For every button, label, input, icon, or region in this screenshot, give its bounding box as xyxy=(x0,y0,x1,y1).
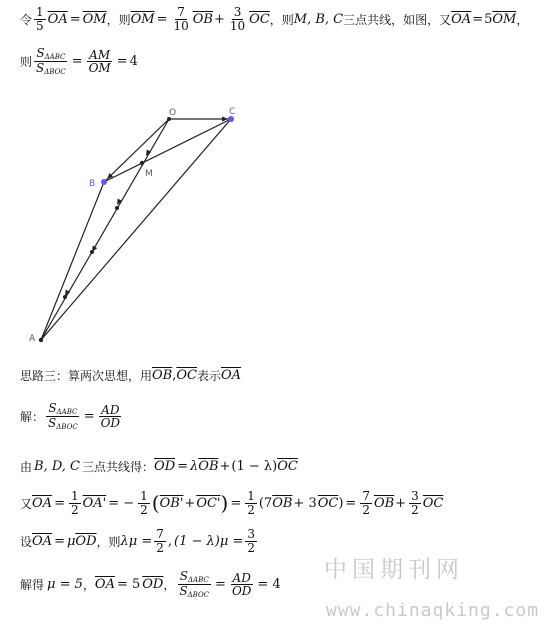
line-7 xyxy=(20,528,259,554)
vec-ob: $\overline{OB}$ xyxy=(192,11,213,27)
vec-om-3: $\overline{OM}$ xyxy=(492,11,517,27)
label-c: C xyxy=(229,107,236,117)
eq: = xyxy=(69,11,81,27)
line-3 xyxy=(20,367,241,384)
vec-od: $\overline{OD}$ xyxy=(142,577,164,593)
text-you: 由 xyxy=(20,460,33,474)
text-ze: 则 xyxy=(20,55,33,70)
vec-ob: $\overline{OB}$ xyxy=(152,368,173,383)
fraction-area-ratio: $\frac{S_{\Delta ABC}}{S_{\Delta BOC}}$ xyxy=(48,401,78,432)
fraction-am-om: $\frac{AM}{OM}$ xyxy=(88,47,111,76)
vec-oa: $\overline{OA}$ xyxy=(94,577,115,593)
vec-om-2: $\overline{OM}$ xyxy=(130,11,155,27)
text-she: 设 xyxy=(20,534,33,549)
vec-oa-2: $\overline{OA}$ xyxy=(451,11,472,27)
comma: ， xyxy=(516,12,529,27)
point-3 xyxy=(63,295,67,299)
eq-1: = xyxy=(54,495,65,511)
vec-oc-2: $\overline{OC}$ xyxy=(422,495,444,511)
eq-2: = − xyxy=(108,495,135,511)
plus-2: + xyxy=(395,495,407,511)
comma: , xyxy=(172,368,177,383)
figure-lines xyxy=(41,116,231,340)
fraction-1-5: $\frac{1}{5}$ xyxy=(36,5,44,33)
line-5 xyxy=(20,458,298,475)
vec-oa: $\overline{OA}$ xyxy=(47,11,68,27)
lambda: λ xyxy=(190,459,199,474)
text-biaoshi: 表示 xyxy=(196,369,221,383)
vec-ob: $\overline{OB}$ xyxy=(198,459,219,474)
plus-3: + 3 xyxy=(293,495,317,511)
text-you: 又 xyxy=(20,496,33,511)
line-4 xyxy=(20,402,124,432)
text-jie: 解： xyxy=(20,410,45,425)
vec-ob-2: $\overline{OB}$ xyxy=(373,495,395,511)
label-m: M xyxy=(145,169,153,179)
fraction-ad-od: $\frac{AD}{OD}$ xyxy=(231,570,252,599)
vec-oc-prime: OC' xyxy=(196,495,221,511)
value-4: 4 xyxy=(129,54,138,70)
text-ze: ，则 xyxy=(106,12,131,27)
segment-ac xyxy=(41,119,231,340)
line-6 xyxy=(20,490,443,516)
comma-2: ， xyxy=(163,578,176,593)
points-bdc: B, D, C xyxy=(34,459,81,474)
text-ze-2: ，则 xyxy=(269,12,294,27)
label-a: A xyxy=(29,334,36,344)
eq: = xyxy=(71,54,83,70)
lambda-mu: λμ = xyxy=(120,533,153,549)
fraction-1-2-c: $\frac{1}{2}$ xyxy=(247,489,255,517)
fraction-1-2-b: $\frac{1}{2}$ xyxy=(140,489,148,517)
one-minus-lambda-mu: (1 − λ)μ = xyxy=(174,533,244,549)
fraction-area-ratio: $\frac{S_{\Delta ABC}}{S_{\Delta BOC}}$ xyxy=(36,46,66,77)
text-ling: 令 xyxy=(20,12,33,27)
point-b xyxy=(101,179,107,185)
segment-bc xyxy=(104,119,231,182)
text-collinear: 三点共线得： xyxy=(82,460,155,474)
segment-ab xyxy=(41,182,104,340)
line-8 xyxy=(20,570,281,600)
lparen: ( xyxy=(151,491,160,516)
vec-oa-prime: OA' xyxy=(82,495,107,511)
eq-4: = 4 xyxy=(257,577,281,593)
fraction-3-10: $\frac{3}{10}$ xyxy=(229,5,246,33)
eq-2: = xyxy=(156,11,168,27)
vec-ob: $\overline{OB}$ xyxy=(272,495,293,511)
plus: + xyxy=(184,495,196,511)
vec-oa: $\overline{OA}$ xyxy=(32,533,53,549)
mu-eq-5: μ = 5 xyxy=(47,577,83,593)
vec-om: $\overline{OM}$ xyxy=(82,11,107,27)
eq-2: = xyxy=(215,577,226,593)
vec-ob-prime: OB' xyxy=(159,495,184,511)
plus: + xyxy=(213,11,225,27)
label-o: O xyxy=(169,108,177,118)
lparen-7: (7 xyxy=(258,495,273,511)
vec-od: $\overline{OD}$ xyxy=(154,459,176,474)
text-silu: 思路三：算两次思想，用 xyxy=(20,369,153,383)
vec-oa: $\overline{OA}$ xyxy=(221,368,242,383)
plus: + xyxy=(219,459,231,474)
eq-2: = xyxy=(116,54,128,70)
point-a xyxy=(39,338,43,342)
eq: = xyxy=(54,533,65,549)
one-minus-lambda: (1 − λ) xyxy=(231,459,278,474)
vec-oc: $\overline{OC}$ xyxy=(249,11,270,27)
five: 5 xyxy=(484,11,493,27)
point-m xyxy=(140,161,144,165)
vec-oa: $\overline{OA}$ xyxy=(32,495,53,511)
fraction-area-ratio: $\frac{S_{\Delta ABC}}{S_{\Delta BOC}}$ xyxy=(179,569,210,600)
eq-3: = xyxy=(472,11,484,27)
comma: ， xyxy=(82,578,95,593)
text-collinear: 三点共线，如图，又 xyxy=(343,12,452,27)
mu: μ xyxy=(66,533,76,549)
vec-oc: $\overline{OC}$ xyxy=(317,495,339,511)
text-jiede: 解得 xyxy=(20,578,45,593)
text-ze: ，则 xyxy=(96,534,121,549)
fraction-7-2: $\frac{7}{2}$ xyxy=(362,489,370,517)
fraction-3-2: $\frac{3}{2}$ xyxy=(411,489,419,517)
vec-oc: $\overline{OC}$ xyxy=(277,459,298,474)
segment-ob xyxy=(104,119,169,182)
point-2 xyxy=(90,250,94,254)
vec-oc: $\overline{OC}$ xyxy=(176,368,197,383)
sep: , xyxy=(167,533,173,549)
fraction-1-2: $\frac{1}{2}$ xyxy=(70,489,79,517)
eq-5: = 5 xyxy=(116,577,141,593)
rparen: ) xyxy=(220,491,229,516)
fraction-7-2: $\frac{7}{2}$ xyxy=(156,527,164,555)
label-b: B xyxy=(89,179,96,189)
rparen-2: ) xyxy=(338,495,344,511)
watermark-url: www.chinaqking.com xyxy=(326,600,540,621)
fraction-ad-od: $\frac{AD}{OD}$ xyxy=(100,402,121,431)
watermark-cn: 中国期刊网 xyxy=(324,557,464,583)
eq: = xyxy=(83,409,95,425)
vec-od: $\overline{OD}$ xyxy=(75,533,97,549)
point-1 xyxy=(115,206,119,210)
fraction-3-2: $\frac{3}{2}$ xyxy=(247,527,255,555)
eq-4: = xyxy=(345,495,357,511)
eq-3: = xyxy=(230,495,242,511)
points-mbc: M, B, C xyxy=(293,11,344,27)
eq: = xyxy=(177,459,189,474)
fraction-7-10: $\frac{7}{10}$ xyxy=(173,5,189,33)
